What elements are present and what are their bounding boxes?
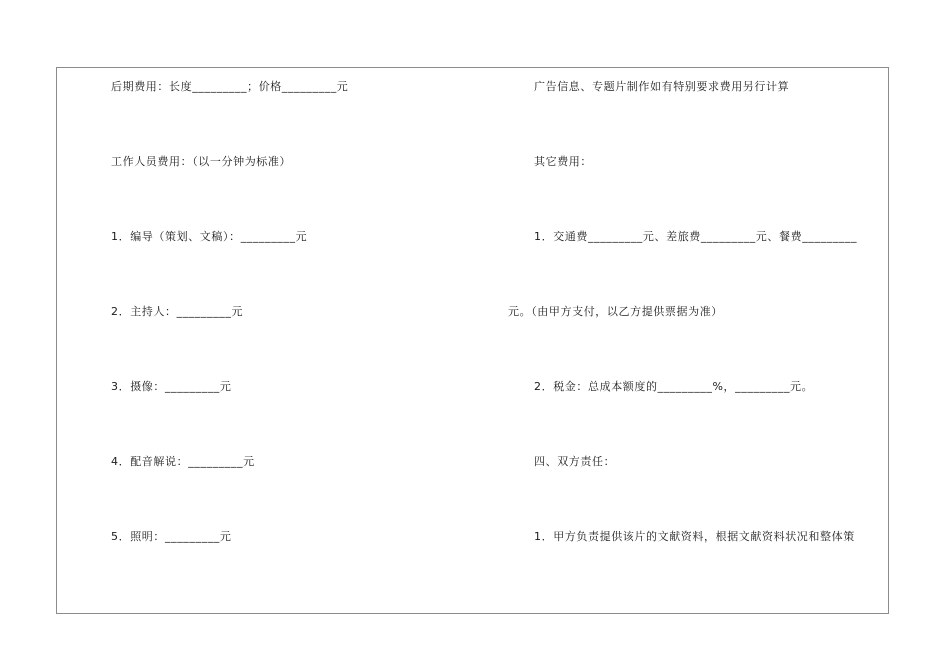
- lighting-fee-line: 5．照明：_________元: [111, 530, 232, 543]
- voiceover-fee-line: 4．配音解说：_________元: [111, 455, 255, 468]
- staff-fee-heading: 工作人员费用：（以一分钟为标准）: [111, 155, 292, 168]
- other-fees-heading: 其它费用：: [534, 155, 592, 168]
- party-a-responsibility-line: 1．甲方负责提供该片的文献资料，根据文献资料状况和整体策: [534, 530, 855, 543]
- special-request-note: 广告信息、专题片制作如有特别要求费用另行计算: [534, 80, 790, 93]
- transport-travel-meal-fee-line: 1．交通费_________元、差旅费_________元、餐费_________: [534, 230, 858, 243]
- post-production-fee-line: 后期费用：长度_________；价格_________元: [111, 80, 349, 93]
- tax-line: 2．税金：总成本额度的_________%，_________元。: [534, 380, 814, 393]
- host-fee-line: 2．主持人：_________元: [111, 305, 244, 318]
- payment-note-line: 元。（由甲方支付，以乙方提供票据为准）: [508, 305, 723, 318]
- director-fee-line: 1．编导（策划、文稿）：_________元: [111, 230, 308, 243]
- camera-fee-line: 3．摄像：_________元: [111, 380, 232, 393]
- responsibilities-heading: 四、双方责任：: [534, 455, 616, 468]
